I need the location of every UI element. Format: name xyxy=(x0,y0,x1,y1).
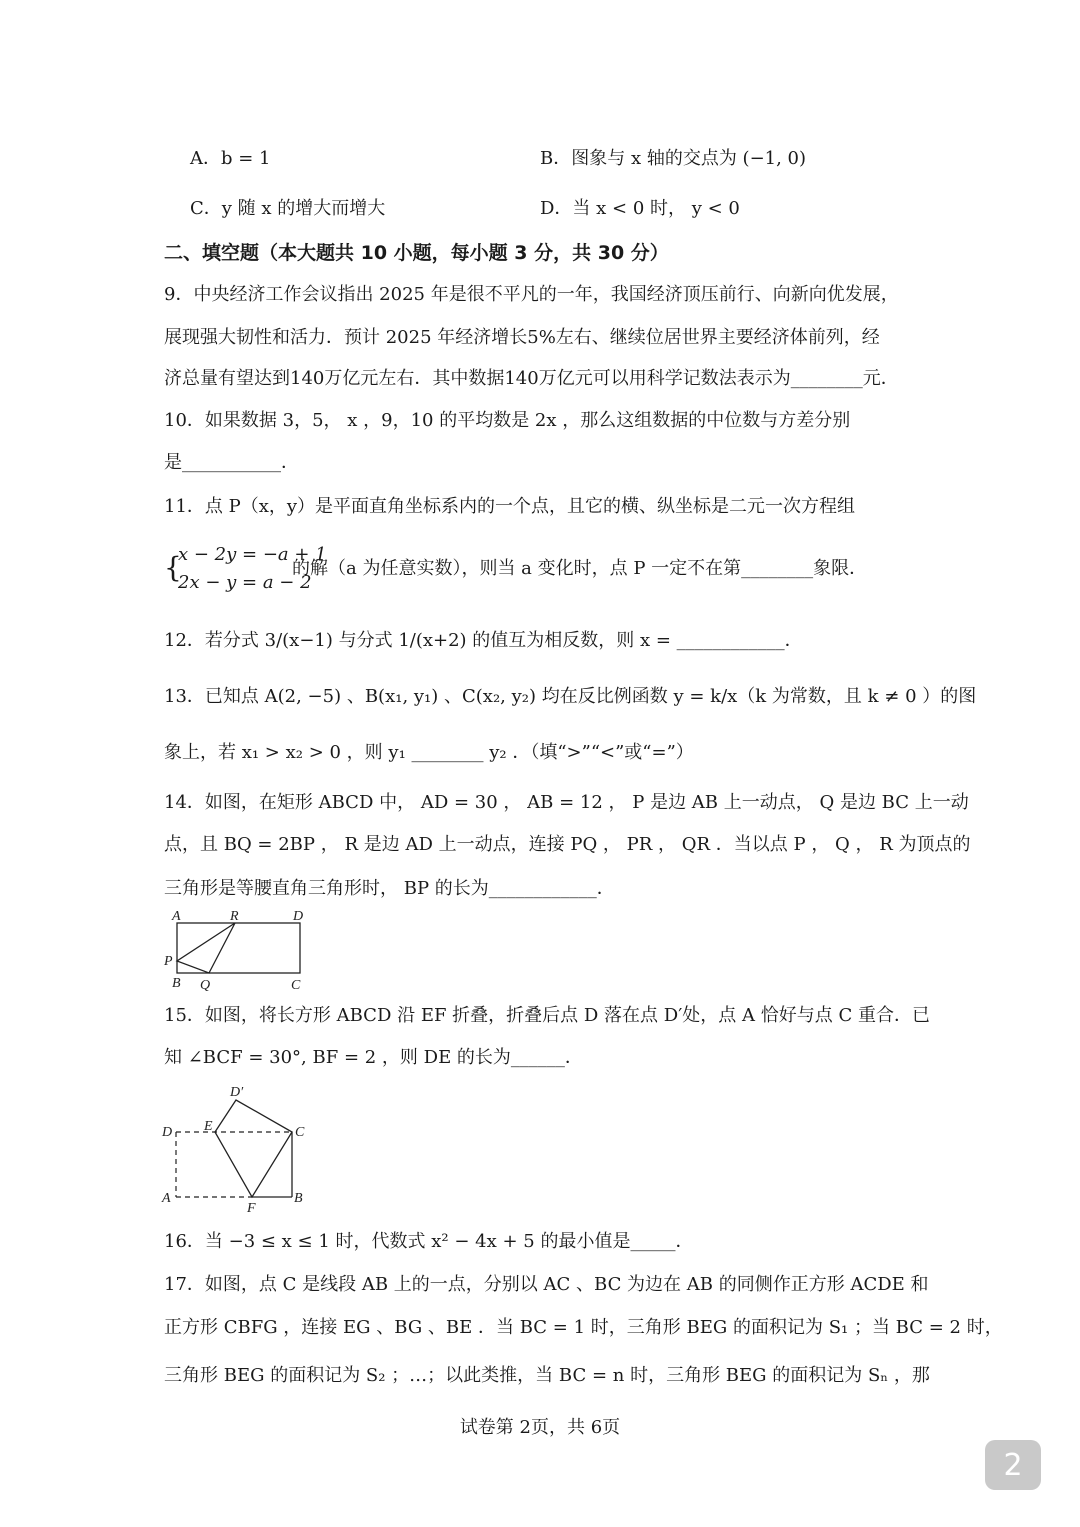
q16-line: 16．当 −3 ≤ x ≤ 1 时，代数式 x² − 4x + 5 的最小值是_____． xyxy=(164,1231,694,1252)
q15-line-1: 15．如图，将长方形 ABCD 沿 EF 折叠，折叠后点 D 落在点 D′处，点 A 恰好与点 C 重合．已 xyxy=(164,1005,930,1026)
brace: { xyxy=(164,551,182,584)
q13-line-2: 象上，若 x₁ > x₂ > 0 ，则 y₁ ________ y₂ ．（填“>”“<”或“=”） xyxy=(164,742,694,763)
page-footer: 试卷第 2页，共 6页 xyxy=(459,1417,621,1438)
fig15-label-f: F xyxy=(247,1201,256,1215)
fig15-label-dprime: D′ xyxy=(230,1085,244,1100)
q17-line-1: 17．如图，点 C 是线段 AB 上的一点，分别以 AC 、BC 为边在 AB 的同侧作正方形 ACDE 和 xyxy=(164,1274,929,1295)
page-number-badge[interactable]: 2 xyxy=(985,1440,1041,1490)
q14-line-2: 点，且 BQ = 2BP ， R 是边 AD 上一动点，连接 PQ ， PR ， QR ．当以点 P ， Q ， R 为顶点的 xyxy=(164,834,971,855)
fig14-label-r: R xyxy=(230,909,239,924)
q17-line-3: 三角形 BEG 的面积记为 S₂ ；…；以此类推，当 BC = n 时，三角形 BEG 的面积记为 Sₙ ，那 xyxy=(164,1365,930,1386)
q11-eq-2: 2x − y = a − 2 xyxy=(178,572,312,593)
q15-line-2: 知 ∠BCF = 30°, BF = 2 ，则 DE 的长为______． xyxy=(164,1047,583,1068)
fig15-label-d: D xyxy=(162,1125,173,1140)
fig15-label-e: E xyxy=(204,1119,213,1134)
fig15-label-b: B xyxy=(294,1191,303,1206)
q10-line-2: 是___________． xyxy=(164,452,299,473)
q13-line-1: 13．已知点 A(2, −5) 、B(x₁, y₁) 、C(x₂, y₂) 均在反比例函数 y = k/x（k 为常数，且 k ≠ 0 ）的图 xyxy=(164,686,977,707)
q12-line: 12．若分式 3/(x−1) 与分式 1/(x+2) 的值互为相反数，则 x = ____________． xyxy=(164,630,803,651)
fig15-label-c: C xyxy=(295,1125,305,1140)
section-title: 二、填空题（本大题共 10 小题，每小题 3 分，共 30 分） xyxy=(164,242,669,264)
q9-line-2: 展现强大韧性和活力．预计 2025 年经济增长5%左右、继续位居世界主要经济体前列，经 xyxy=(164,327,880,348)
fig15-label-a: A xyxy=(162,1191,171,1206)
q10-line-1: 10．如果数据 3，5， x ，9，10 的平均数是 2x ，那么这组数据的中位数与方差分别 xyxy=(164,410,851,431)
q9-line-3: 济总量有望达到140万亿元左右．其中数据140万亿元可以用科学记数法表示为________元． xyxy=(164,368,899,389)
q11-line-2: 的解（a 为任意实数），则当 a 变化时，点 P 一定不在第________象限． xyxy=(292,558,868,579)
q14-line-1: 14．如图，在矩形 ABCD 中， AD = 30 ， AB = 12 ， P 是边 AB 上一动点， Q 是边 BC 上一动 xyxy=(164,792,969,813)
q17-line-2: 正方形 CBFG ，连接 EG 、BG 、BE ．当 BC = 1 时，三角形 BEG 的面积记为 S₁ ；当 BC = 2 时， xyxy=(164,1317,1003,1338)
fig14-label-a: A xyxy=(172,909,181,924)
option-a: A．b = 1 xyxy=(190,148,271,169)
figure-rectangle-abcd xyxy=(160,905,320,1000)
option-b: B．图象与 x 轴的交点为 (−1, 0) xyxy=(540,148,807,169)
option-d: D．当 x < 0 时， y < 0 xyxy=(540,198,740,219)
figure-fold xyxy=(160,1080,320,1220)
q11-eq-1: x − 2y = −a + 1 xyxy=(178,544,327,565)
q14-line-3: 三角形是等腰直角三角形时， BP 的长为____________． xyxy=(164,878,615,899)
q9-line-1: 9．中央经济工作会议指出 2025 年是很不平凡的一年，我国经济顶压前行、向新向优发展， xyxy=(164,284,899,305)
fig14-label-d: D xyxy=(293,909,304,924)
option-c: C．y 随 x 的增大而增大 xyxy=(190,198,386,219)
fig14-label-b: B xyxy=(172,976,181,991)
q11-line-1: 11．点 P（x，y）是平面直角坐标系内的一个点，且它的横、纵坐标是二元一次方程组 xyxy=(164,496,856,517)
fig14-label-c: C xyxy=(291,978,301,993)
fig14-label-p: P xyxy=(164,954,173,969)
fig14-label-q: Q xyxy=(200,978,211,993)
